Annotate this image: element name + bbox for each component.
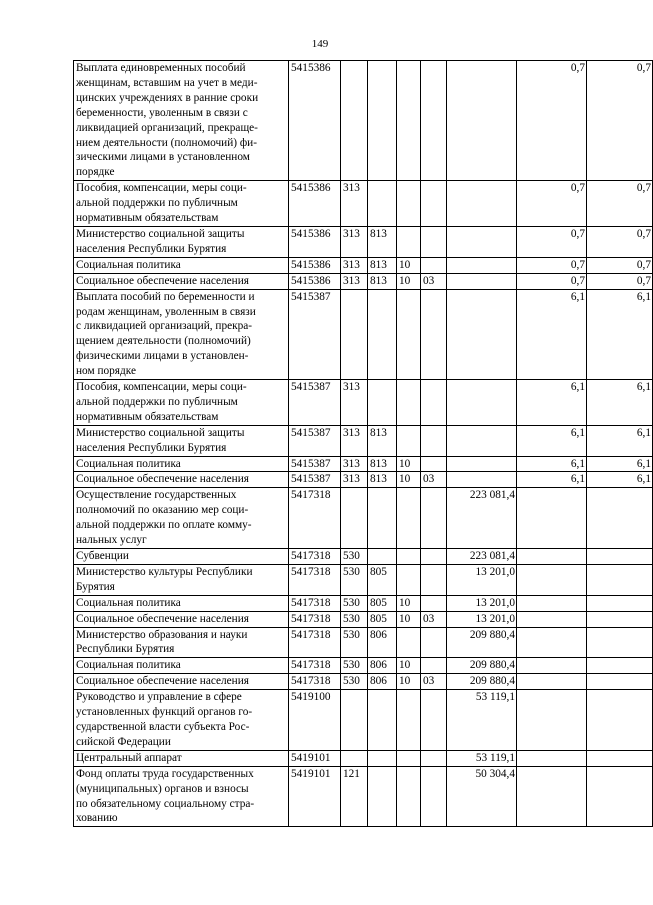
row-name-cell: Осуществление государственных полномочий по оказанию мер соци- альной поддержки по оплате комму- нальных услуг bbox=[74, 488, 289, 549]
target-article-cell: 5415386 bbox=[289, 61, 341, 181]
row-name-cell: Пособия, компенсации, меры соци- альной поддержки по публичным нормативным обязательствам bbox=[74, 380, 289, 426]
amount-cell-3 bbox=[587, 564, 653, 595]
table-row bbox=[74, 595, 653, 611]
ministry-code-cell bbox=[368, 289, 397, 379]
amount-cell-1 bbox=[447, 226, 517, 257]
row-name-cell: Социальная политика bbox=[74, 595, 289, 611]
table-row bbox=[74, 674, 653, 690]
subsection-cell bbox=[421, 226, 447, 257]
section-cell: 10 bbox=[397, 472, 421, 488]
amount-cell-3: 6,1 bbox=[587, 380, 653, 426]
page-number: 149 bbox=[311, 38, 329, 50]
amount-cell-1: 53 119,1 bbox=[447, 690, 517, 751]
row-name-cell: Министерство культуры Республики Бурятия bbox=[74, 564, 289, 595]
amount-cell-1: 209 880,4 bbox=[447, 658, 517, 674]
expense-type-cell bbox=[341, 750, 368, 766]
expense-type-cell: 313 bbox=[341, 257, 368, 273]
subsection-cell bbox=[421, 181, 447, 227]
expense-type-cell bbox=[341, 690, 368, 751]
amount-cell-2: 0,7 bbox=[517, 273, 587, 289]
ministry-code-cell bbox=[368, 181, 397, 227]
row-name-cell: Социальное обеспечение населения bbox=[74, 273, 289, 289]
amount-cell-1 bbox=[447, 61, 517, 181]
row-name-cell: Социальная политика bbox=[74, 658, 289, 674]
amount-cell-2: 6,1 bbox=[517, 472, 587, 488]
amount-cell-2: 6,1 bbox=[517, 425, 587, 456]
table-row bbox=[74, 690, 653, 751]
target-article-cell: 5415387 bbox=[289, 289, 341, 379]
subsection-cell: 03 bbox=[421, 273, 447, 289]
table-row bbox=[74, 273, 653, 289]
table-row bbox=[74, 766, 653, 827]
section-cell: 10 bbox=[397, 456, 421, 472]
expense-type-cell: 313 bbox=[341, 472, 368, 488]
subsection-cell: 03 bbox=[421, 611, 447, 627]
expense-type-cell: 530 bbox=[341, 627, 368, 658]
amount-cell-2: 0,7 bbox=[517, 181, 587, 227]
amount-cell-2: 0,7 bbox=[517, 226, 587, 257]
target-article-cell: 5415387 bbox=[289, 380, 341, 426]
amount-cell-1: 13 201,0 bbox=[447, 564, 517, 595]
expense-type-cell: 530 bbox=[341, 595, 368, 611]
section-cell: 10 bbox=[397, 595, 421, 611]
table-row bbox=[74, 425, 653, 456]
expense-type-cell: 121 bbox=[341, 766, 368, 827]
table-row bbox=[74, 564, 653, 595]
amount-cell-1: 53 119,1 bbox=[447, 750, 517, 766]
target-article-cell: 5417318 bbox=[289, 611, 341, 627]
table-row bbox=[74, 488, 653, 549]
section-cell bbox=[397, 549, 421, 565]
amount-cell-2 bbox=[517, 658, 587, 674]
amount-cell-1: 223 081,4 bbox=[447, 549, 517, 565]
table-body bbox=[74, 61, 653, 827]
section-cell bbox=[397, 627, 421, 658]
amount-cell-3 bbox=[587, 488, 653, 549]
row-name-cell: Социальное обеспечение населения bbox=[74, 674, 289, 690]
amount-cell-3: 0,7 bbox=[587, 257, 653, 273]
amount-cell-3 bbox=[587, 766, 653, 827]
amount-cell-2 bbox=[517, 611, 587, 627]
target-article-cell: 5415387 bbox=[289, 456, 341, 472]
target-article-cell: 5415386 bbox=[289, 181, 341, 227]
subsection-cell: 03 bbox=[421, 472, 447, 488]
expense-type-cell: 530 bbox=[341, 549, 368, 565]
subsection-cell bbox=[421, 766, 447, 827]
amount-cell-2: 0,7 bbox=[517, 257, 587, 273]
target-article-cell: 5419100 bbox=[289, 690, 341, 751]
ministry-code-cell bbox=[368, 690, 397, 751]
ministry-code-cell: 813 bbox=[368, 425, 397, 456]
table-row bbox=[74, 380, 653, 426]
subsection-cell bbox=[421, 750, 447, 766]
ministry-code-cell bbox=[368, 488, 397, 549]
amount-cell-3: 6,1 bbox=[587, 472, 653, 488]
amount-cell-3: 0,7 bbox=[587, 226, 653, 257]
section-cell: 10 bbox=[397, 273, 421, 289]
subsection-cell bbox=[421, 549, 447, 565]
target-article-cell: 5417318 bbox=[289, 549, 341, 565]
section-cell bbox=[397, 61, 421, 181]
ministry-code-cell: 813 bbox=[368, 472, 397, 488]
subsection-cell bbox=[421, 380, 447, 426]
amount-cell-3: 6,1 bbox=[587, 289, 653, 379]
amount-cell-2 bbox=[517, 595, 587, 611]
row-name-cell: Социальная политика bbox=[74, 257, 289, 273]
amount-cell-2 bbox=[517, 690, 587, 751]
amount-cell-3 bbox=[587, 549, 653, 565]
amount-cell-3: 6,1 bbox=[587, 425, 653, 456]
expense-type-cell: 313 bbox=[341, 181, 368, 227]
ministry-code-cell: 806 bbox=[368, 658, 397, 674]
expense-type-cell: 530 bbox=[341, 674, 368, 690]
amount-cell-1 bbox=[447, 273, 517, 289]
target-article-cell: 5415386 bbox=[289, 273, 341, 289]
target-article-cell: 5417318 bbox=[289, 488, 341, 549]
target-article-cell: 5419101 bbox=[289, 766, 341, 827]
target-article-cell: 5417318 bbox=[289, 658, 341, 674]
section-cell: 10 bbox=[397, 674, 421, 690]
row-name-cell: Социальное обеспечение населения bbox=[74, 472, 289, 488]
expense-type-cell: 313 bbox=[341, 226, 368, 257]
ministry-code-cell bbox=[368, 61, 397, 181]
section-cell: 10 bbox=[397, 257, 421, 273]
table-row bbox=[74, 611, 653, 627]
table-row bbox=[74, 181, 653, 227]
subsection-cell bbox=[421, 456, 447, 472]
ministry-code-cell: 806 bbox=[368, 627, 397, 658]
amount-cell-2 bbox=[517, 750, 587, 766]
amount-cell-2 bbox=[517, 674, 587, 690]
amount-cell-1: 50 304,4 bbox=[447, 766, 517, 827]
amount-cell-2 bbox=[517, 766, 587, 827]
amount-cell-3 bbox=[587, 674, 653, 690]
amount-cell-3: 0,7 bbox=[587, 181, 653, 227]
row-name-cell: Выплата пособий по беременности и родам женщинам, уволенным в связи с ликвидацией организаций, прекра- щением деятельности (полномочий) физическими лицами в установлен- ном порядке bbox=[74, 289, 289, 379]
subsection-cell bbox=[421, 690, 447, 751]
table-row bbox=[74, 549, 653, 565]
row-name-cell: Выплата единовременных пособий женщинам, вставшим на учет в меди- цинских учреждениях в ранние сроки беременности, уволенным в связи с ликвидацией организаций, прекраще- нием деятельности (полномочий) фи- зическими лицами в установленном порядке bbox=[74, 61, 289, 181]
subsection-cell bbox=[421, 425, 447, 456]
target-article-cell: 5415387 bbox=[289, 425, 341, 456]
amount-cell-1 bbox=[447, 456, 517, 472]
subsection-cell bbox=[421, 627, 447, 658]
amount-cell-1: 209 880,4 bbox=[447, 627, 517, 658]
subsection-cell bbox=[421, 595, 447, 611]
amount-cell-3 bbox=[587, 611, 653, 627]
ministry-code-cell: 813 bbox=[368, 257, 397, 273]
ministry-code-cell: 813 bbox=[368, 456, 397, 472]
expense-type-cell bbox=[341, 289, 368, 379]
table-row bbox=[74, 226, 653, 257]
budget-table bbox=[73, 60, 653, 827]
subsection-cell bbox=[421, 257, 447, 273]
ministry-code-cell: 806 bbox=[368, 674, 397, 690]
amount-cell-3 bbox=[587, 627, 653, 658]
ministry-code-cell bbox=[368, 380, 397, 426]
row-name-cell: Субвенции bbox=[74, 549, 289, 565]
subsection-cell bbox=[421, 564, 447, 595]
target-article-cell: 5417318 bbox=[289, 595, 341, 611]
section-cell: 10 bbox=[397, 658, 421, 674]
section-cell bbox=[397, 380, 421, 426]
subsection-cell bbox=[421, 488, 447, 549]
amount-cell-3: 0,7 bbox=[587, 61, 653, 181]
target-article-cell: 5415387 bbox=[289, 472, 341, 488]
section-cell bbox=[397, 564, 421, 595]
section-cell bbox=[397, 289, 421, 379]
amount-cell-3 bbox=[587, 750, 653, 766]
row-name-cell: Пособия, компенсации, меры соци- альной поддержки по публичным нормативным обязательствам bbox=[74, 181, 289, 227]
amount-cell-2: 0,7 bbox=[517, 61, 587, 181]
row-name-cell: Руководство и управление в сфере установленных функций органов го- сударственной власти субъекта Рос- сийской Федерации bbox=[74, 690, 289, 751]
amount-cell-3: 6,1 bbox=[587, 456, 653, 472]
row-name-cell: Центральный аппарат bbox=[74, 750, 289, 766]
subsection-cell bbox=[421, 289, 447, 379]
amount-cell-3 bbox=[587, 690, 653, 751]
expense-type-cell: 530 bbox=[341, 658, 368, 674]
ministry-code-cell: 805 bbox=[368, 611, 397, 627]
amount-cell-3 bbox=[587, 658, 653, 674]
amount-cell-1 bbox=[447, 289, 517, 379]
target-article-cell: 5419101 bbox=[289, 750, 341, 766]
table-row bbox=[74, 472, 653, 488]
row-name-cell: Социальное обеспечение населения bbox=[74, 611, 289, 627]
table-row bbox=[74, 658, 653, 674]
amount-cell-2 bbox=[517, 488, 587, 549]
section-cell bbox=[397, 766, 421, 827]
row-name-cell: Фонд оплаты труда государственных (муниципальных) органов и взносы по обязательному социальному стра- хованию bbox=[74, 766, 289, 827]
subsection-cell bbox=[421, 658, 447, 674]
section-cell bbox=[397, 750, 421, 766]
expense-type-cell bbox=[341, 488, 368, 549]
table-row bbox=[74, 627, 653, 658]
amount-cell-1 bbox=[447, 425, 517, 456]
table-row bbox=[74, 289, 653, 379]
amount-cell-2 bbox=[517, 564, 587, 595]
amount-cell-2: 6,1 bbox=[517, 456, 587, 472]
amount-cell-1: 209 880,4 bbox=[447, 674, 517, 690]
amount-cell-2: 6,1 bbox=[517, 289, 587, 379]
row-name-cell: Министерство социальной защиты населения Республики Бурятия bbox=[74, 425, 289, 456]
expense-type-cell bbox=[341, 61, 368, 181]
amount-cell-1: 13 201,0 bbox=[447, 611, 517, 627]
target-article-cell: 5415386 bbox=[289, 226, 341, 257]
amount-cell-1: 13 201,0 bbox=[447, 595, 517, 611]
ministry-code-cell bbox=[368, 549, 397, 565]
section-cell bbox=[397, 425, 421, 456]
expense-type-cell: 530 bbox=[341, 611, 368, 627]
expense-type-cell: 313 bbox=[341, 456, 368, 472]
section-cell bbox=[397, 181, 421, 227]
expense-type-cell: 313 bbox=[341, 273, 368, 289]
table-row bbox=[74, 456, 653, 472]
amount-cell-1 bbox=[447, 181, 517, 227]
section-cell: 10 bbox=[397, 611, 421, 627]
ministry-code-cell bbox=[368, 766, 397, 827]
expense-type-cell: 530 bbox=[341, 564, 368, 595]
target-article-cell: 5417318 bbox=[289, 564, 341, 595]
amount-cell-1 bbox=[447, 472, 517, 488]
ministry-code-cell: 813 bbox=[368, 273, 397, 289]
amount-cell-1 bbox=[447, 380, 517, 426]
ministry-code-cell bbox=[368, 750, 397, 766]
amount-cell-1 bbox=[447, 257, 517, 273]
table-row bbox=[74, 61, 653, 181]
ministry-code-cell: 805 bbox=[368, 564, 397, 595]
amount-cell-3: 0,7 bbox=[587, 273, 653, 289]
ministry-code-cell: 805 bbox=[368, 595, 397, 611]
ministry-code-cell: 813 bbox=[368, 226, 397, 257]
amount-cell-2 bbox=[517, 549, 587, 565]
expense-type-cell: 313 bbox=[341, 380, 368, 426]
target-article-cell: 5417318 bbox=[289, 627, 341, 658]
target-article-cell: 5417318 bbox=[289, 674, 341, 690]
amount-cell-1: 223 081,4 bbox=[447, 488, 517, 549]
amount-cell-2 bbox=[517, 627, 587, 658]
section-cell bbox=[397, 488, 421, 549]
amount-cell-2: 6,1 bbox=[517, 380, 587, 426]
row-name-cell: Министерство социальной защиты населения Республики Бурятия bbox=[74, 226, 289, 257]
subsection-cell: 03 bbox=[421, 674, 447, 690]
amount-cell-3 bbox=[587, 595, 653, 611]
table-row bbox=[74, 750, 653, 766]
expense-type-cell: 313 bbox=[341, 425, 368, 456]
target-article-cell: 5415386 bbox=[289, 257, 341, 273]
subsection-cell bbox=[421, 61, 447, 181]
table-row bbox=[74, 257, 653, 273]
row-name-cell: Министерство образования и науки Республики Бурятия bbox=[74, 627, 289, 658]
section-cell bbox=[397, 690, 421, 751]
section-cell bbox=[397, 226, 421, 257]
row-name-cell: Социальная политика bbox=[74, 456, 289, 472]
